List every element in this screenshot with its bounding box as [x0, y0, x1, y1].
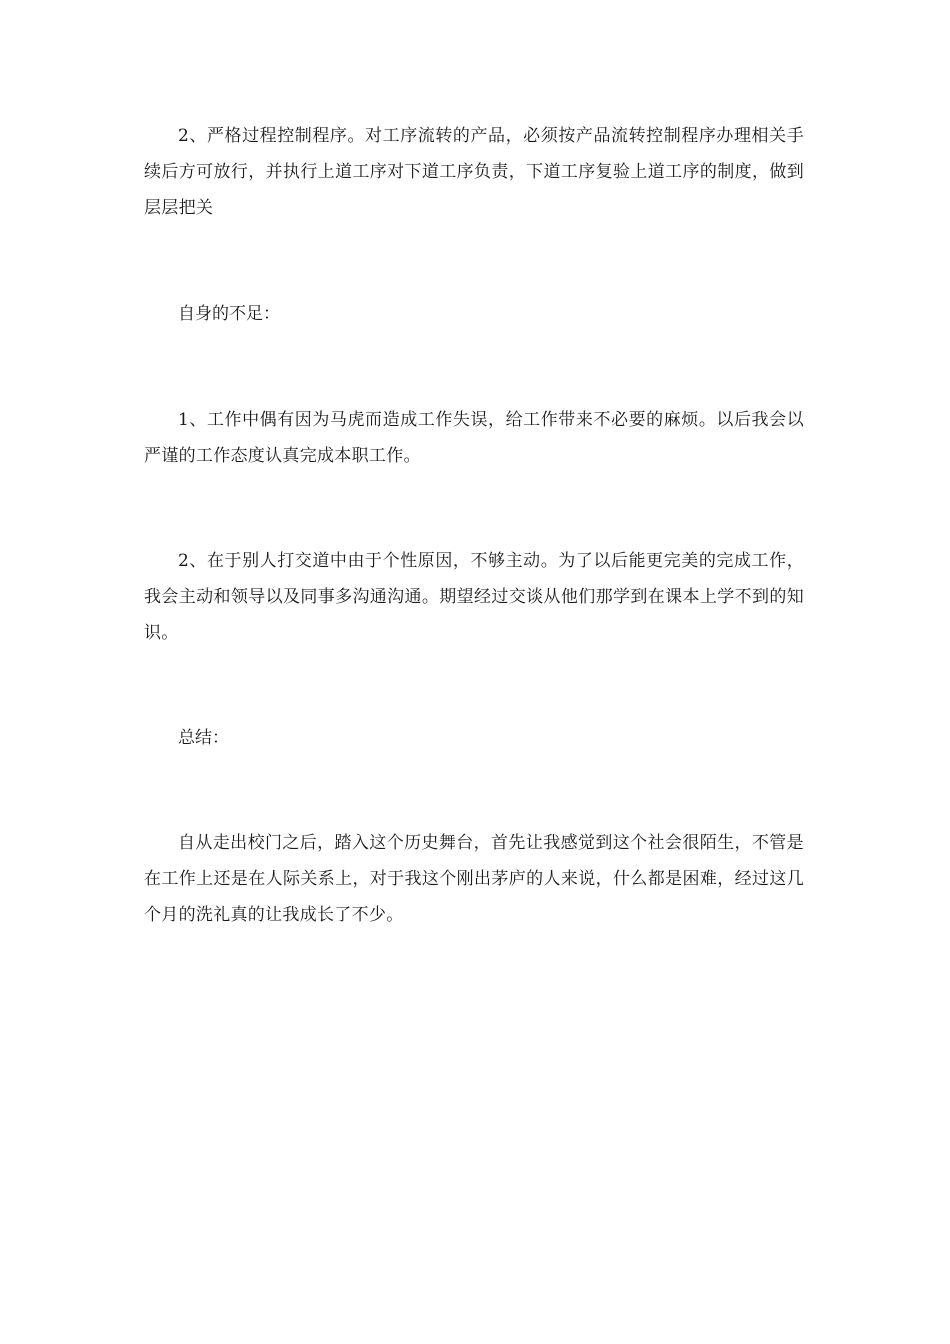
paragraph-shortcoming-2: 2、在于别人打交道中由于个性原因，不够主动。为了以后能更完美的完成工作，我会主动和领导以及同事多沟通沟通。期望经过交谈从他们那学到在课本上学不到的知识。 — [144, 551, 804, 643]
heading-shortcomings: 自身的不足： — [178, 304, 280, 324]
paragraph-summary: 自从走出校门之后，踏入这个历史舞台，首先让我感觉到这个社会很陌生，不管是在工作上还是在人际关系上，对于我这个刚出茅庐的人来说，什么都是困难，经过这几个月的洗礼真的让我成长了不少。 — [144, 833, 804, 925]
paragraph-shortcoming-1: 1、工作中偶有因为马虎而造成工作失误，给工作带来不必要的麻烦。以后我会以严谨的工作态度认真完成本职工作。 — [144, 410, 804, 466]
paragraph-process-control: 2、严格过程控制程序。对工序流转的产品，必须按产品流转控制程序办理相关手续后方可放行，并执行上道工序对下道工序负责，下道工序复验上道工序的制度，做到层层把关 — [144, 126, 804, 218]
heading-summary: 总结： — [178, 728, 229, 748]
